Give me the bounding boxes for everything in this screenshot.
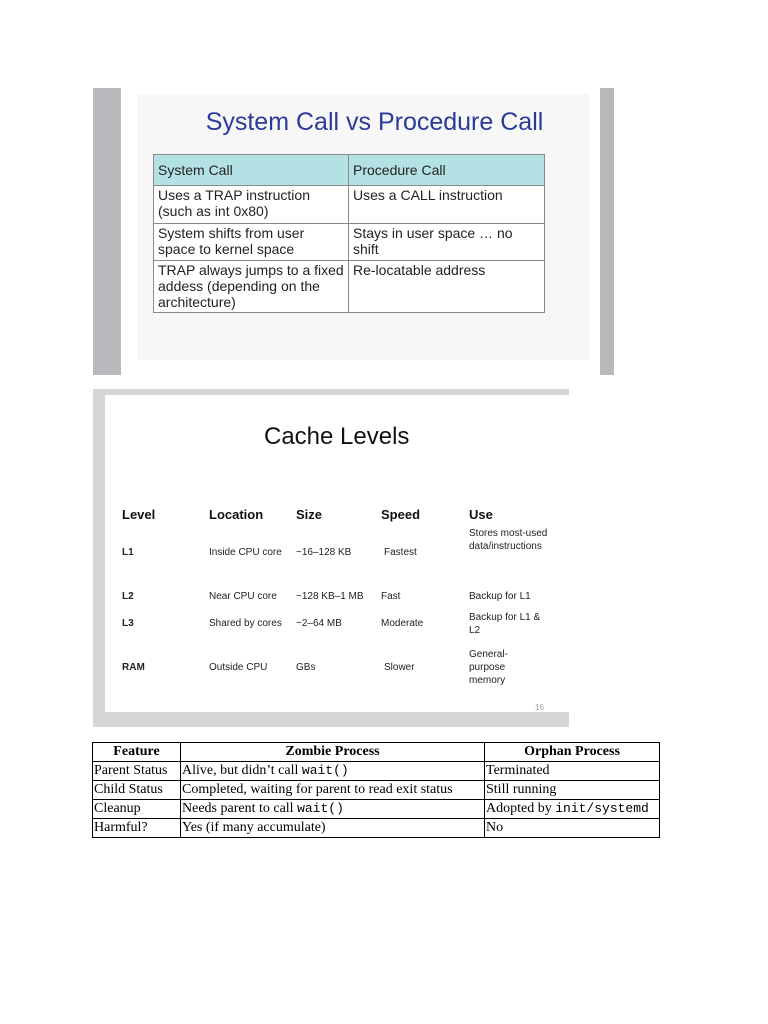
speed-l1: Fastest — [384, 547, 417, 558]
header-location: Location — [209, 507, 264, 522]
header-size: Size — [296, 507, 323, 522]
table-row — [154, 224, 545, 261]
slide-cache-levels — [93, 389, 569, 727]
orphan-cell — [485, 762, 660, 781]
zombie-cell — [181, 762, 485, 781]
table-cell: Re-locatable address — [349, 261, 545, 313]
size-ram: GBs — [296, 662, 316, 673]
table-row — [93, 800, 660, 819]
zombie-orphan-table — [92, 742, 660, 838]
speed-l3: Moderate — [381, 618, 424, 629]
table-row — [93, 819, 660, 838]
header-use: Use — [469, 507, 493, 522]
size-l2: ~128 KB–1 MB — [296, 591, 364, 602]
level-ram: RAM — [122, 662, 145, 673]
use-ram: General-purpose memory — [469, 649, 508, 686]
orphan-cell — [485, 800, 660, 819]
orphan-cell — [485, 819, 660, 838]
table-cell: Uses a TRAP instruction (such as int 0x80) — [154, 186, 349, 224]
location-ram: Outside CPU — [209, 662, 268, 673]
zombie-cell — [181, 781, 485, 800]
size-l1: ~16–128 KB — [296, 547, 352, 558]
header-orphan-process: Orphan Process — [485, 743, 660, 762]
use-l3: Backup for L1 & L2 — [469, 612, 541, 636]
zombie-cell — [181, 819, 485, 838]
header-speed: Speed — [381, 507, 421, 522]
level-l2: L2 — [122, 591, 134, 602]
table-row — [93, 781, 660, 800]
orphan-cell — [485, 781, 660, 800]
slide-right-border — [600, 88, 614, 375]
zombie-text: Needs parent to call — [182, 801, 298, 816]
feature-cell: Harmful? — [93, 819, 181, 838]
feature-cell: Cleanup — [93, 800, 181, 819]
speed-ram: Slower — [384, 662, 415, 673]
use-l2: Backup for L1 — [469, 591, 531, 602]
table-row — [154, 186, 545, 224]
slide-left-border — [93, 88, 121, 375]
slide-title: Cache Levels — [264, 423, 410, 450]
slide-system-vs-procedure-call — [93, 88, 614, 375]
zombie-text: Alive, but didn’t call — [182, 763, 302, 778]
orphan-code: init/systemd — [555, 801, 649, 816]
syscall-comparison-table — [153, 154, 545, 313]
speed-l2: Fast — [381, 591, 401, 602]
location-l3: Shared by cores — [209, 618, 282, 629]
table-cell: TRAP always jumps to a fixed addess (depending on the architecture) — [154, 261, 349, 313]
zombie-text: Yes (if many accumulate) — [182, 820, 326, 835]
table-row — [93, 762, 660, 781]
zombie-text: Completed, waiting for parent to read exit status — [182, 782, 453, 797]
header-zombie-process: Zombie Process — [181, 743, 485, 762]
location-l2: Near CPU core — [209, 591, 277, 602]
table-cell: Uses a CALL instruction — [349, 186, 545, 224]
table-header-row — [93, 743, 660, 762]
orphan-text: Still running — [486, 782, 557, 797]
feature-cell: Child Status — [93, 781, 181, 800]
header-procedure-call: Procedure Call — [349, 155, 545, 186]
level-l3: L3 — [122, 618, 134, 629]
location-l1: Inside CPU core — [209, 547, 282, 558]
orphan-text: Adopted by — [486, 801, 556, 816]
zombie-code: wait() — [297, 801, 344, 816]
slide-page-number: 16 — [535, 703, 544, 712]
orphan-text: No — [486, 820, 504, 835]
orphan-text: Terminated — [486, 763, 550, 778]
zombie-cell — [181, 800, 485, 819]
table-cell: System shifts from user space to kernel space — [154, 224, 349, 261]
slide-content — [137, 94, 589, 360]
header-level: Level — [122, 507, 156, 522]
table-row — [154, 261, 545, 313]
slide-content — [105, 395, 569, 712]
table-header-row — [154, 155, 545, 186]
use-l1: Stores most-used data/instructions — [469, 528, 548, 552]
level-l1: L1 — [122, 547, 134, 558]
header-feature: Feature — [93, 743, 181, 762]
header-system-call: System Call — [154, 155, 349, 186]
feature-cell: Parent Status — [93, 762, 181, 781]
size-l3: ~2–64 MB — [296, 618, 342, 629]
slide-title: System Call vs Procedure Call — [205, 108, 544, 136]
zombie-code: wait() — [301, 763, 349, 778]
table-cell: Stays in user space … no shift — [349, 224, 545, 261]
